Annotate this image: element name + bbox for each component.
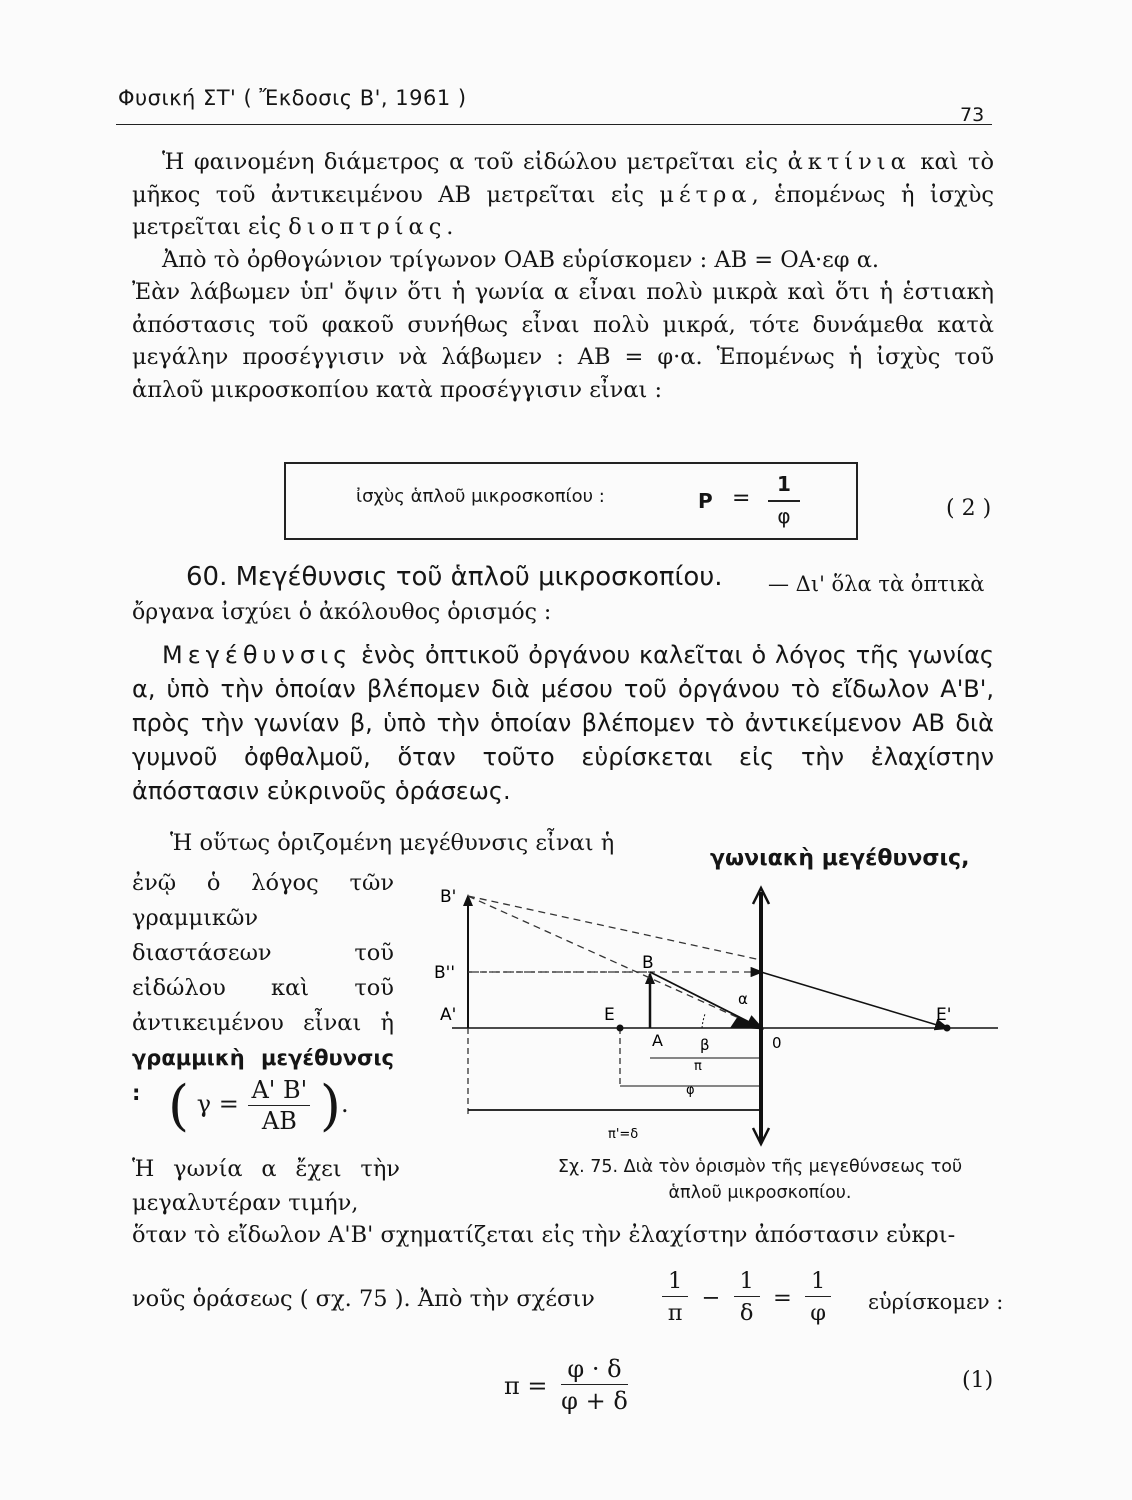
fraction-denominator: π [667, 1300, 683, 1326]
equation-pi [498, 1354, 628, 1417]
label-b-prime: Β' [440, 887, 457, 907]
paragraph-units [132, 146, 994, 244]
fraction-bar [768, 500, 800, 502]
equation-ref-1: (1) [962, 1368, 994, 1393]
definition-text: ἑνὸς ὀπτικοῦ ὀργάνου καλεῖται ὁ λόγος τῆς γωνίας α, ὑπὸ τὴν ὁποίαν βλέπομεν διὰ μέσου τοῦ ὀργάνου τὸ εἴδωλον Α'Β', πρὸς τὴν γωνίαν β, ὑπὸ τὴν ὁποίαν βλέπομεν τὸ ἀντικείμενον ΑΒ διὰ γυμνοῦ ὀφθαλμοῦ, ὅταν τοῦτο εὑρίσκεται εἰς τὴν ἐλαχίστην ἀπόστασιν εὐκρινοῦς ὁράσεως. [132, 641, 994, 805]
term-magnification: Μεγέθυνσις [162, 641, 353, 669]
label-a-prime: Α' [440, 1005, 457, 1025]
label-a: Α [652, 1031, 663, 1050]
term-radians: ἀκτίνια [787, 149, 911, 175]
term-angular-magnification: γωνιακὴ μεγέθυνσις, [710, 846, 970, 871]
header-rule [116, 124, 992, 125]
gamma-numerator: Α' Β' [248, 1075, 310, 1106]
equation-lhs: π = [504, 1371, 548, 1400]
fraction-denominator: φ [810, 1300, 827, 1326]
formula-numerator: 1 [777, 472, 791, 496]
text-run: , ἑπομένως ἡ ἰσχὺς μετρεῖται εἰς [132, 181, 994, 240]
angular-line: Ἡ οὕτως ὁριζομένη μεγέθυνσις εἶναι ἡ [170, 830, 615, 856]
operator-minus: − [701, 1284, 721, 1311]
formula-equals: = [732, 486, 751, 511]
focus-point-e [617, 1025, 624, 1032]
fraction-1-pi [662, 1266, 688, 1329]
microscope-diagram [412, 880, 1012, 1150]
text-run: ἐνῷ ὁ λόγος τῶν γραμμικῶν διαστάσεων τοῦ εἰδώλου καὶ τοῦ ἀντικειμένου εἶναι ἡ [132, 870, 394, 1036]
paren-left: ( [168, 1074, 190, 1137]
fraction-1-delta [734, 1266, 760, 1329]
definition-magnification [132, 638, 994, 808]
fraction-1-phi [805, 1266, 831, 1329]
paragraph-approximation: Ἐὰν λάβωμεν ὑπ' ὄψιν ὅτι ἡ γωνία α εἶναι πολὺ μικρὰ καὶ ὅτι ἡ ἑστιακὴ ἀπόστασις τοῦ φακοῦ συνήθως εἶναι πολὺ μικρά, τότε δυνάμεθα κατὰ μεγάλην προσέγγισιν νὰ λάβωμεν : ΑΒ = φ·α. Ἑπομένως ἡ ἰσχὺς τοῦ ἁπλοῦ μικροσκοπίου κατὰ προσέγγισιν εἶναι : [132, 279, 994, 403]
fraction-denominator: δ [739, 1300, 754, 1326]
gamma-lhs: γ = [196, 1090, 239, 1118]
text-run: καὶ τὸ μῆκος τοῦ ἀντικειμένου ΑΒ μετρεῖται εἰς [132, 149, 995, 208]
label-o: 0 [772, 1034, 782, 1052]
equation-numerator: φ · δ [561, 1354, 628, 1385]
formula-label: ἰσχὺς ἁπλοῦ μικροσκοπίου : [356, 486, 605, 507]
gamma-denominator: ΑΒ [261, 1107, 297, 1135]
fraction-numerator: 1 [805, 1266, 831, 1297]
term-linear-magnification: γραμμικὴ μεγέθυνσις : [132, 1046, 394, 1105]
angle-beta-arc [702, 1014, 705, 1028]
lens-formula [662, 1266, 831, 1329]
fraction-numerator: 1 [734, 1266, 760, 1297]
label-phi: φ [686, 1083, 695, 1098]
ray-dashed-1 [468, 896, 761, 960]
ray-refracted [761, 972, 947, 1028]
text-run: . [446, 214, 454, 240]
term-meters: μέτρα [659, 181, 752, 208]
figure-caption [540, 1154, 980, 1206]
equation-ref-2: ( 2 ) [946, 496, 992, 521]
term-diopters: διοπτρίας [288, 214, 447, 240]
label-b-double-prime: Β'' [434, 963, 456, 983]
section-intro: ὄργανα ἰσχύει ὁ ἀκόλουθος ὁρισμός : [132, 600, 552, 625]
gamma-end: . [340, 1090, 349, 1118]
formula-denominator: φ [777, 504, 791, 528]
page-number: 73 [960, 104, 985, 126]
running-header: Φυσική ΣΤ' ( Ἔκδοσις Β', 1961 ) [118, 86, 467, 110]
max-angle-text: Ἡ γωνία α ἔχει τὴν μεγαλυτέραν τιμήν, [132, 1156, 400, 1216]
section-title: 60. Μεγέθυνσις τοῦ ἁπλοῦ μικροσκοπίου. [186, 562, 723, 592]
formula-box-power [284, 462, 858, 540]
continuation-line-1: ὅταν τὸ εἴδωλον Α'Β' σχηματίζεται εἰς τὴν ἐλαχίστην ἀπόστασιν εὐκρι- [132, 1222, 956, 1248]
label-pi-prime: π'=δ [608, 1127, 639, 1142]
label-b: Β [642, 953, 654, 973]
label-e: Ε [604, 1005, 615, 1025]
operator-equals: = [772, 1284, 792, 1311]
text-run: Ἡ φαινομένη διάμετρος α τοῦ εἰδώλου μετρεῖται εἰς [162, 149, 779, 175]
paragraph-power-intro [132, 146, 994, 406]
focus-point-e-prime [944, 1025, 951, 1032]
paragraph-triangle: Ἀπὸ τὸ ὀρθογώνιον τρίγωνον ΟΑΒ εὑρίσκομεν : ΑΒ = ΟΑ·εφ α. [162, 246, 880, 273]
section-title-tail: — Δι' ὅλα τὰ ὀπτικὰ [768, 572, 985, 596]
label-e-prime: Ε' [936, 1005, 952, 1025]
formula-symbol: P [698, 489, 713, 513]
fraction-numerator: 1 [662, 1266, 688, 1297]
image-arrowhead [463, 894, 473, 906]
label-beta: β [700, 1036, 710, 1054]
finds-text: εὑρίσκομεν : [868, 1290, 1004, 1314]
paren-right: ) [319, 1074, 341, 1137]
label-pi: π [694, 1059, 702, 1074]
caption-line: Σχ. 75. Διὰ τὸν ὁρισμὸν τῆς μεγεθύνσεως τοῦ [557, 1157, 963, 1177]
caption-line: ἁπλοῦ μικροσκοπίου. [668, 1183, 852, 1203]
label-alpha: α [738, 990, 748, 1008]
gamma-formula [168, 1074, 349, 1137]
gamma-fraction [248, 1075, 310, 1136]
continuation-line-2: νοῦς ὁράσεως ( σχ. 75 ). Ἀπὸ τὴν σχέσιν [132, 1286, 595, 1312]
equation-denominator: φ + δ [561, 1387, 628, 1415]
angle-alpha-wedge [730, 1016, 761, 1028]
equation-fraction [561, 1354, 628, 1417]
